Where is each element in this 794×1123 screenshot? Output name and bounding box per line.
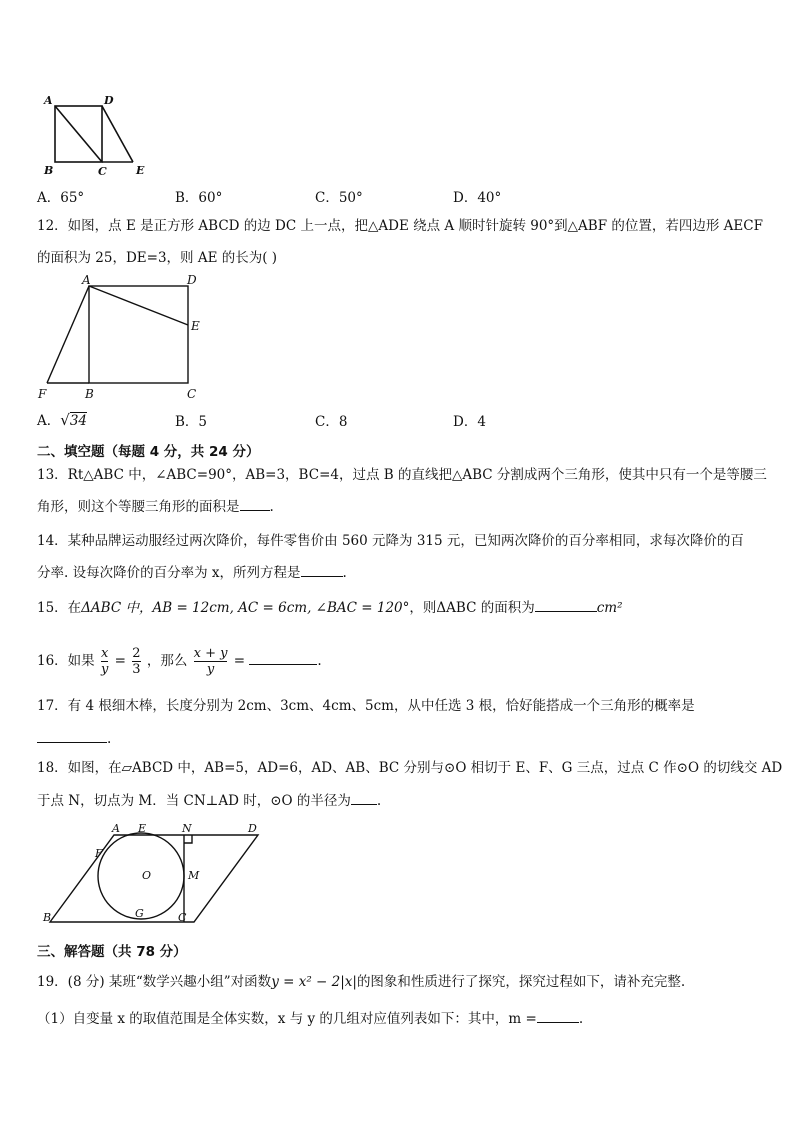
label-g: G bbox=[135, 907, 144, 920]
label-f: F bbox=[38, 387, 47, 400]
q16-end: . bbox=[317, 653, 322, 669]
q12-option-c: C．8 bbox=[315, 414, 348, 430]
q15-unit: cm² bbox=[596, 600, 623, 616]
label-f: F bbox=[95, 847, 103, 860]
q16-answer-blank[interactable] bbox=[249, 650, 317, 665]
label-d: D bbox=[187, 273, 197, 287]
q16-frac2-den: 3 bbox=[132, 662, 141, 677]
q16-fraction-xplusy-over-y bbox=[194, 646, 228, 677]
q16-fraction-two-thirds bbox=[132, 646, 140, 677]
label-c: C bbox=[178, 911, 187, 924]
q12-option-b: B．5 bbox=[175, 414, 208, 430]
q19-function: y = x² − 2|x| bbox=[271, 974, 357, 990]
label-c: C bbox=[187, 387, 197, 400]
q11-figure bbox=[40, 92, 152, 180]
q12-text-line2: 的面积为 25，DE=3，则 AE 的长为( ) bbox=[37, 250, 278, 266]
q18-figure bbox=[38, 818, 270, 928]
segment-af bbox=[47, 286, 89, 383]
segment-ae bbox=[89, 286, 188, 325]
q16-fraction-x-over-y bbox=[101, 646, 108, 677]
q13-end: . bbox=[269, 499, 274, 515]
q15-prefix: 15．在 bbox=[37, 600, 82, 616]
q18-end: . bbox=[376, 793, 382, 809]
q12-text-line1: 12．如图，点 E 是正方形 ABCD 的边 DC 上一点，把△ADE 绕点 A 顺时针旋转 90°到△ABF 的位置，若四边形 AECF bbox=[37, 218, 763, 234]
q16-prefix: 16．如果 bbox=[37, 653, 95, 669]
q16-frac3-den: y bbox=[206, 662, 215, 677]
q15-expression: ΔABC 中，AB = 12cm, AC = 6cm, ∠BAC = 120° bbox=[81, 600, 410, 616]
label-b: B bbox=[85, 387, 94, 400]
q16-frac2-num: 2 bbox=[132, 646, 141, 661]
q19-prefix: 19．(8 分) 某班“数学兴趣小组”对函数 bbox=[37, 974, 272, 990]
label-m: M bbox=[188, 869, 200, 882]
q18-text-line1: 18．如图，在▱ABCD 中，AB=5，AD=6，AD、AB、BC 分别与⊙O 相切于 E、F、G 三点，过点 C 作⊙O 的切线交 AD bbox=[37, 760, 783, 776]
label-d: D bbox=[104, 94, 114, 107]
label-n: N bbox=[182, 822, 192, 835]
q11-option-d: D．40° bbox=[453, 190, 502, 206]
sqrt-sign: √ bbox=[60, 411, 70, 429]
label-o: O bbox=[142, 869, 152, 882]
q14-text-line2 bbox=[37, 562, 347, 583]
q14-text-line2-body: 分率. 设每次降价的百分率为 x，所列方程是 bbox=[37, 565, 301, 581]
q13-text-line2-body: 角形，则这个等腰三角形的面积是 bbox=[37, 499, 240, 515]
q14-answer-blank[interactable] bbox=[301, 562, 343, 577]
q19-part1-body: （1）自变量 x 的取值范围是全体实数，x 与 y 的几组对应值列表如下：其中，m = bbox=[37, 1011, 537, 1027]
diagonal-ac bbox=[55, 106, 102, 162]
q16-frac1-den: y bbox=[100, 662, 109, 677]
label-a: A bbox=[112, 822, 120, 835]
q13-text-line2 bbox=[37, 496, 274, 517]
label-a: A bbox=[82, 273, 91, 287]
parallelogram-abcd bbox=[50, 835, 258, 922]
q18-text-line2-body: 于点 N，切点为 M．当 CN⊥AD 时，⊙O 的半径为 bbox=[37, 793, 351, 809]
q17-end: . bbox=[107, 731, 112, 747]
q19-part1-answer-blank[interactable] bbox=[537, 1008, 579, 1023]
q16-mid: ，那么 bbox=[146, 653, 188, 669]
q17-text-line1: 17．有 4 根细木棒，长度分别为 2cm、3cm、4cm、5cm，从中任选 3 根，恰好能搭成一个三角形的概率是 bbox=[37, 698, 695, 714]
label-e: E bbox=[191, 319, 200, 333]
q11-option-a: A．65° bbox=[37, 190, 85, 206]
q18-text-line2 bbox=[37, 790, 381, 811]
q15-text bbox=[37, 597, 622, 618]
q12-option-a-prefix: A． bbox=[37, 413, 61, 429]
q15-answer-blank[interactable] bbox=[535, 597, 597, 612]
q13-text-line1: 13．Rt△ABC 中，∠ABC=90°，AB=3，BC=4，过点 B 的直线把△ABC 分割成两个三角形，使其中只有一个是等腰三 bbox=[37, 467, 767, 483]
q13-answer-blank[interactable] bbox=[240, 496, 270, 511]
q14-end: . bbox=[342, 565, 347, 581]
q11-option-b: B．60° bbox=[175, 190, 223, 206]
q19-part1-text bbox=[37, 1008, 583, 1029]
q16-equals2: = bbox=[233, 653, 246, 669]
label-a: A bbox=[44, 94, 53, 107]
q17-answer-blank[interactable] bbox=[37, 728, 107, 743]
q16-text bbox=[37, 641, 322, 681]
right-angle-mark bbox=[184, 835, 192, 843]
q11-option-c: C．50° bbox=[315, 190, 363, 206]
q14-text-line1: 14．某种品牌运动服经过两次降价，每件零售价由 560 元降为 315 元，已知两次降价的百分率相同，求每次降价的百 bbox=[37, 533, 744, 549]
q17-text-line2 bbox=[37, 728, 111, 749]
label-c: C bbox=[98, 165, 107, 178]
q12-figure bbox=[34, 270, 214, 400]
q19-suffix: 的图象和性质进行了探究，探究过程如下，请补充完整. bbox=[356, 974, 686, 990]
q12-option-a bbox=[37, 409, 87, 429]
q18-answer-blank[interactable] bbox=[351, 790, 377, 805]
sqrt-radicand: 34 bbox=[69, 413, 87, 429]
q16-equals: = bbox=[114, 653, 126, 669]
label-d: D bbox=[248, 822, 257, 835]
square-abcd bbox=[89, 286, 188, 383]
section-heading-solve: 三、解答题（共 78 分） bbox=[37, 944, 187, 960]
label-e: E bbox=[136, 164, 145, 177]
label-e: E bbox=[138, 822, 147, 835]
label-b: B bbox=[43, 911, 52, 924]
section-heading-fill-in: 二、填空题（每题 4 分，共 24 分） bbox=[37, 444, 260, 460]
label-b: B bbox=[44, 164, 54, 177]
q12-option-d: D．4 bbox=[453, 414, 486, 430]
q16-frac1-num: x bbox=[100, 646, 109, 661]
q16-frac3-num: x + y bbox=[193, 646, 228, 661]
q15-mid: ，则ΔABC 的面积为 bbox=[409, 600, 535, 616]
segment-de bbox=[102, 106, 133, 162]
q19-text bbox=[37, 972, 685, 992]
q19-part1-end: . bbox=[578, 1011, 584, 1027]
